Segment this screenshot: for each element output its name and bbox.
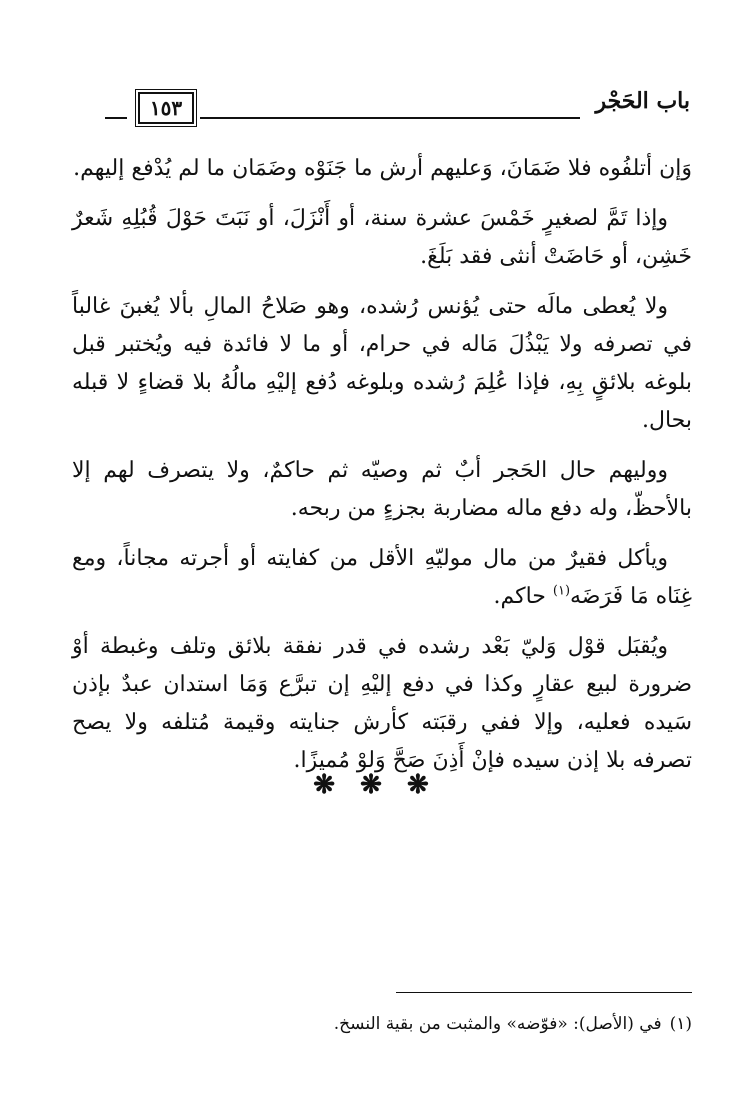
- header-rule-left: [105, 117, 127, 119]
- chapter-title: باب الحَجْر: [595, 88, 690, 114]
- paragraph-5-text: ويأكل فقيرٌ من مال موليّهِ الأقل من كفايته أو أجرته مجاناً، ومع غِنَاه مَا فَرَضَه: [72, 546, 692, 609]
- header-rule-right: [200, 117, 580, 119]
- footnote-rule: [396, 992, 692, 993]
- footnote-1-marker: (١): [669, 1014, 692, 1034]
- page-number: ١٥٣: [138, 92, 194, 124]
- section-separator: ❋ ❋ ❋: [313, 770, 437, 800]
- main-text: [72, 150, 692, 792]
- paragraph-1: وَإن أتلفُوه فلا ضَمَانَ، وَعليهم أرش ما جَنَوْه وضَمَان ما لم يُدْفع إليهم.: [73, 156, 692, 181]
- footnote-1: [62, 1010, 692, 1038]
- paragraph-3: ولا يُعطى مالَه حتى يُؤنس رُشده، وهو صَلاحُ المالِ بألا يُغبنَ غالباً في تصرفه ولا يَبْذُلَ مَاله في حرام، أو ما لا فائدة فيه ويُختبر قبل بلوغه بلائقٍ بِهِ، فإذا عُلِمَ رُشده وبلوغه دُفع إليْهِ مالُهُ بلا قضاءٍ لا قبله بحال.: [72, 294, 692, 433]
- paragraph-4: ووليهم حال الحَجر أبٌ ثم وصيّه ثم حاكمٌ، ولا يتصرف لهم إلا بالأحظّ، وله دفع ماله مضاربة بجزءٍ من ربحه.: [72, 458, 692, 521]
- paragraph-5: [72, 540, 692, 616]
- footnote-1-text: في (الأصل): «فوّضه» والمثبت من بقية النسخ.: [333, 1014, 662, 1034]
- paragraph-6: ويُقبَل قوْل وَليّ بَعْد رشده في قدر نفقة بلائق وتلف وغبطة أوْ ضرورة لبيع عقارٍ وكذا في دفع إليْهِ إن تبرَّع وَمَا استدان عبدٌ بإذن سَيده فعليه، وإلا ففي رقبَته كأرش جنايته وقيمة مُتلفه ولا يصح تصرفه بلا إذن سيده فإنْ أَذِنَ صَحَّ وَلوْ مُميزًا.: [72, 634, 692, 773]
- paragraph-5-tail: حاكم.: [493, 584, 553, 609]
- footnote-reference-1: (١): [552, 583, 571, 599]
- page-header: [100, 84, 690, 124]
- paragraph-2: وإذا تَمَّ لصغيرٍ خَمْسَ عشرة سنة، أو أَنْزَلَ، أو نَبَتَ حَوْلَ قُبُلِهِ شَعرٌ خَشِن، أو حَاضَتْ أنثى فقد بَلَغَ.: [72, 206, 692, 269]
- footnotes: [62, 1010, 692, 1038]
